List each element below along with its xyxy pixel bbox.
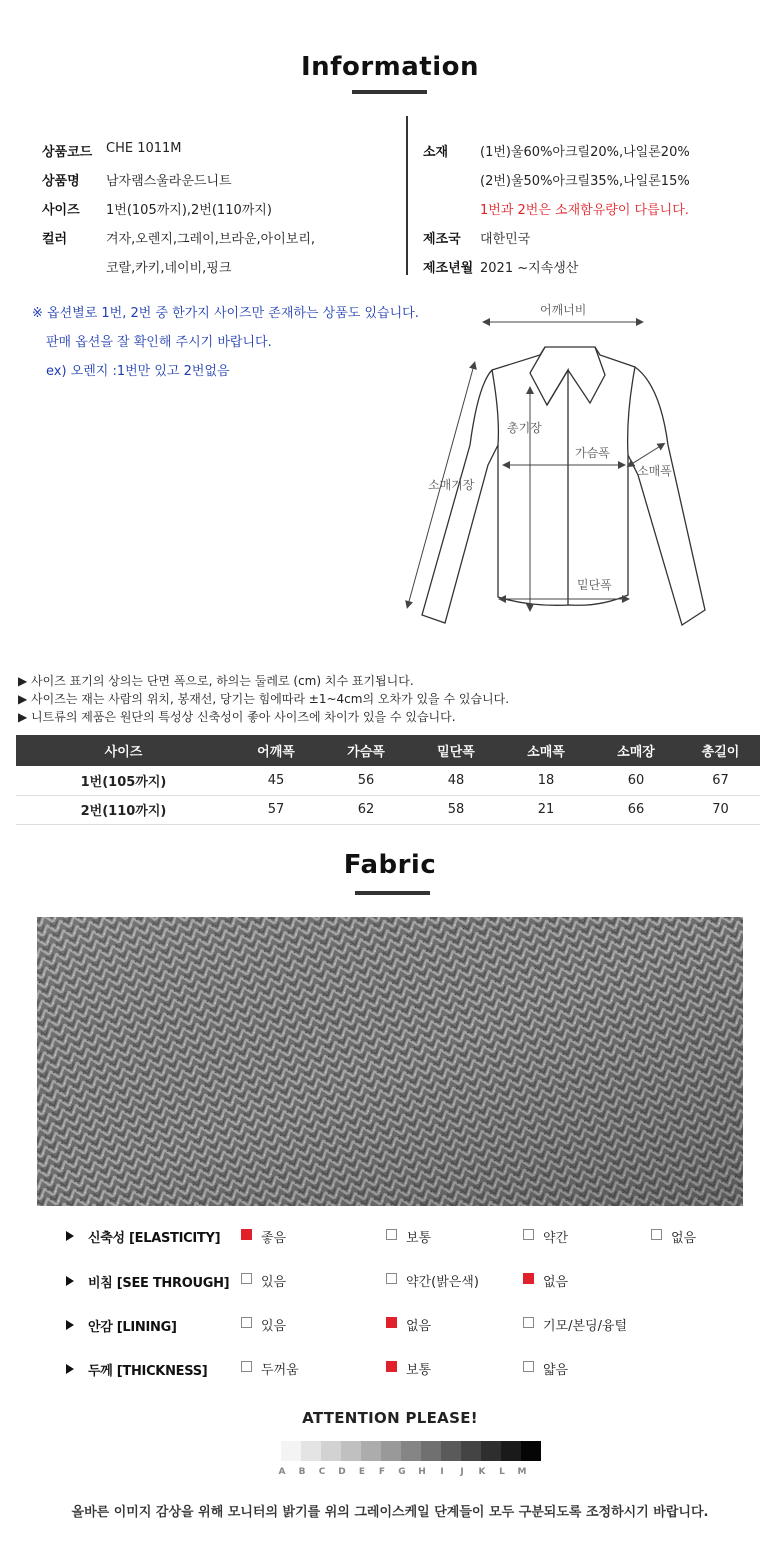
fabric-texture-image (37, 917, 743, 1206)
manufacture-date-value: 2021 ~지속생산 (480, 261, 579, 276)
lining-none-checkbox[interactable] (386, 1317, 397, 1328)
header-chest: 가슴폭 (321, 735, 411, 766)
see-through-slight-label: 약간(밝은색) (406, 1275, 479, 1290)
grayscale-step (341, 1441, 361, 1461)
bullet-arrow-icon (66, 1276, 74, 1286)
table-cell: 60 (591, 766, 681, 795)
sweater-measurement-diagram (400, 295, 720, 635)
lining-label: 안감 [LINING] (88, 1320, 177, 1335)
option-note-2: 판매 옵션을 잘 확인해 주시기 바랍니다. (46, 335, 272, 350)
fabric-title-underline (355, 891, 430, 895)
grayscale-step-letter: K (478, 1467, 486, 1477)
label-sleeve-length: 소매기장 (428, 478, 475, 492)
header-hem: 밑단폭 (411, 735, 501, 766)
manufacture-date-label: 제조년월 (423, 261, 474, 276)
table-cell: 66 (591, 795, 681, 824)
lining-none-label: 없음 (406, 1319, 432, 1334)
elasticity-label: 신축성 [ELASTICITY] (88, 1231, 221, 1246)
label-shoulder: 어깨너비 (540, 303, 587, 317)
label-hem: 밑단폭 (577, 578, 612, 592)
see-through-none-checkbox[interactable] (523, 1273, 534, 1284)
grayscale-step (461, 1441, 481, 1461)
elasticity-normal-checkbox[interactable] (386, 1229, 397, 1240)
elasticity-good-checkbox[interactable] (241, 1229, 252, 1240)
table-cell: 67 (681, 766, 760, 795)
grayscale-step (481, 1441, 501, 1461)
bullet-arrow-icon (66, 1364, 74, 1374)
grayscale-step (521, 1441, 541, 1461)
monitor-brightness-message: 올바른 이미지 감상을 위해 모니터의 밝기를 위의 그레이스케일 단계들이 모두 구분되도록 조정하시기 바랍니다. (71, 1505, 709, 1520)
thickness-label: 두께 [THICKNESS] (88, 1364, 208, 1379)
country-label: 제조국 (423, 232, 461, 247)
color-label: 컬러 (42, 232, 68, 247)
material-line1: (1번)울60%아크릴20%,나일론20% (480, 145, 690, 160)
fabric-title: Fabric (343, 850, 437, 880)
thickness-normal-label: 보통 (406, 1363, 432, 1378)
title-underline (352, 90, 427, 94)
elasticity-normal-label: 보통 (406, 1231, 432, 1246)
material-line2: (2번)울50%아크릴35%,나일론15% (480, 174, 690, 189)
header-total-length: 총길이 (681, 735, 760, 766)
table-cell: 21 (501, 795, 591, 824)
table-cell: 18 (501, 766, 591, 795)
product-name-value: 남자램스울라운드니트 (106, 174, 232, 189)
thickness-thick-checkbox[interactable] (241, 1361, 252, 1372)
thickness-normal-checkbox[interactable] (386, 1361, 397, 1372)
material-warning: 1번과 2번은 소재함유량이 다릅니다. (480, 203, 689, 218)
table-header-row (16, 735, 760, 766)
header-sleeve-width: 소매폭 (501, 735, 591, 766)
grayscale-step (381, 1441, 401, 1461)
see-through-none-label: 없음 (543, 1275, 569, 1290)
thickness-thin-label: 얇음 (543, 1363, 569, 1378)
grayscale-step-letter: L (499, 1467, 505, 1477)
grayscale-step (301, 1441, 321, 1461)
grayscale-step (421, 1441, 441, 1461)
grayscale-step-letter: I (440, 1467, 444, 1477)
lining-yes-label: 있음 (261, 1319, 287, 1334)
size-note-3: ▶ 니트류의 제품은 원단의 특성상 신축성이 좋아 사이즈에 차이가 있을 수 있습니다. (18, 710, 456, 724)
grayscale-step-letter: A (278, 1467, 286, 1477)
option-note-3: ex) 오렌지 :1번만 있고 2번없음 (46, 364, 230, 379)
header-size: 사이즈 (16, 735, 231, 766)
table-cell: 45 (231, 766, 321, 795)
grayscale-step-letter: J (460, 1467, 464, 1477)
table-row (16, 795, 760, 824)
table-cell: 2번(110까지) (16, 795, 231, 824)
color-value-line1: 겨자,오렌지,그레이,브라운,아이보리, (106, 232, 316, 247)
country-value: 대한민국 (480, 232, 531, 247)
lining-fleece-label: 기모/본딩/융털 (543, 1319, 628, 1334)
see-through-label: 비침 [SEE THROUGH] (88, 1276, 230, 1291)
table-cell: 70 (681, 795, 760, 824)
table-cell: 48 (411, 766, 501, 795)
thickness-thick-label: 두꺼움 (261, 1363, 299, 1378)
label-sleeve-width: 소매폭 (637, 464, 672, 478)
grayscale-step-letter: E (358, 1467, 366, 1477)
header-sleeve-length: 소매장 (591, 735, 681, 766)
bullet-arrow-icon (66, 1231, 74, 1241)
table-row (16, 766, 760, 795)
table-cell: 58 (411, 795, 501, 824)
bullet-arrow-icon (66, 1320, 74, 1330)
product-code-value: CHE 1011M (106, 141, 182, 156)
attention-title: ATTENTION PLEASE! (302, 1409, 478, 1427)
grayscale-step-letter: D (338, 1467, 346, 1477)
grayscale-step (441, 1441, 461, 1461)
see-through-yes-checkbox[interactable] (241, 1273, 252, 1284)
grayscale-step (281, 1441, 301, 1461)
see-through-yes-label: 있음 (261, 1275, 287, 1290)
table-cell: 62 (321, 795, 411, 824)
information-title: Information (300, 52, 480, 82)
header-shoulder: 어깨폭 (231, 735, 321, 766)
grayscale-step-letter: G (398, 1467, 406, 1477)
grayscale-step (501, 1441, 521, 1461)
thickness-thin-checkbox[interactable] (523, 1361, 534, 1372)
grayscale-step-letter: M (517, 1467, 527, 1477)
table-cell: 57 (231, 795, 321, 824)
size-table (16, 735, 760, 825)
table-cell: 56 (321, 766, 411, 795)
size-label: 사이즈 (42, 203, 80, 218)
label-chest: 가슴폭 (575, 446, 610, 460)
grayscale-step (401, 1441, 421, 1461)
product-code-label: 상품코드 (42, 145, 93, 160)
lining-fleece-checkbox[interactable] (523, 1317, 534, 1328)
elasticity-slight-label: 약간 (543, 1231, 569, 1246)
grayscale-step (361, 1441, 381, 1461)
see-through-slight-checkbox[interactable] (386, 1273, 397, 1284)
elasticity-good-label: 좋음 (261, 1231, 287, 1246)
product-name-label: 상품명 (42, 174, 80, 189)
grayscale-step-letter: F (378, 1467, 386, 1477)
size-value: 1번(105까지),2번(110까지) (106, 203, 272, 218)
material-label: 소재 (423, 145, 449, 160)
color-value-line2: 코랄,카키,네이비,핑크 (106, 261, 232, 276)
grayscale-step-letter: H (418, 1467, 426, 1477)
lining-yes-checkbox[interactable] (241, 1317, 252, 1328)
elasticity-none-label: 없음 (671, 1231, 697, 1246)
grayscale-step (321, 1441, 341, 1461)
elasticity-none-checkbox[interactable] (651, 1229, 662, 1240)
option-note-1: ※ 옵션별로 1번, 2번 중 한가지 사이즈만 존재하는 상품도 있습니다. (32, 306, 419, 321)
size-note-1: ▶ 사이즈 표기의 상의는 단면 폭으로, 하의는 둘레로 (cm) 치수 표기됩니다. (18, 674, 414, 688)
grayscale-step-letter: B (298, 1467, 306, 1477)
info-divider (406, 116, 408, 275)
table-cell: 1번(105까지) (16, 766, 231, 795)
label-total-length: 총기장 (507, 421, 542, 435)
elasticity-slight-checkbox[interactable] (523, 1229, 534, 1240)
grayscale-step-letter: C (318, 1467, 326, 1477)
size-note-2: ▶ 사이즈는 재는 사람의 위치, 봉재선, 당기는 힘에따라 ±1~4cm의 오차가 있을 수 있습니다. (18, 692, 510, 706)
